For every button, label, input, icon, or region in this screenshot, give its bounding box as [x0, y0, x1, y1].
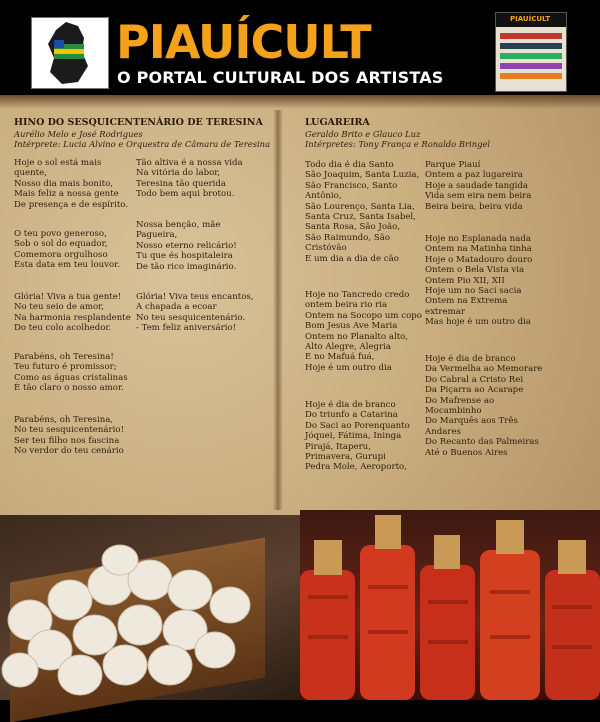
hino-stanza-1: Hoje o sol está mais quente, Nosso dia mais bonito, Mais feliz a nossa gente De presença e de espírito. [14, 158, 129, 210]
song-authors-lugareira: Geraldo Brito e Glauco Luz [305, 129, 421, 139]
hino-stanza-4: Parabéns, oh Teresina! Teu futuro é promissor; Como as águas cristalinas É tão claro o nosso amor. [14, 352, 128, 394]
lugareira-stanza-2: Hoje no Tancredo credo ontem beira rio ria Ontem na Socopo um copo Bom Jesus Ave Maria Ontem no Planalto alto, Alto Alegre, Alegria E no Mafuá fuá, Hoje é um outro dia [305, 290, 422, 373]
lugareira-stanza-3: Hoje é dia de branco Do triunfo a Catarina Do Saci ao Porenquanto Jóquei, Fátima, Ininga Pirajá, Itaperu, Primavera, Gurupi Pedra Mole, Aeroporto, [305, 400, 410, 473]
lugareira-stanza-5: Hoje no Esplanada nada Ontem na Matinha tinha Hoje o Matadouro douro Ontem o Bela Vista via Ontem Pio XII, XII Hoje um no Saci sacia Ontem na Extrema extremar Mas hoje é um outro dia [425, 234, 533, 328]
garlic-bulbs-image [0, 530, 300, 700]
hino-stanza-7: Nossa benção, mãe Pagueira, Nosso eterno relicário! Tu que és hospitaleira De tão rico imaginário. [136, 220, 237, 272]
cover-thumbnail[interactable] [495, 12, 567, 92]
hino-stanza-6: Tão altiva é a nossa vida Na vitória do labor, Teresina tão querida Todo bem aqui brotou. [136, 158, 243, 200]
hino-stanza-5: Parabéns, oh Teresina, No teu sesquicentenário! Ser teu filho nos fascina No verdor do teu cenário [14, 415, 125, 457]
song-title-hino: HINO DO SESQUICENTENÁRIO DE TERESINA [14, 117, 263, 128]
hino-stanza-3: Glória! Viva a tua gente! No teu seio de amor, Na harmonia resplandente Do teu colo acolhedor. [14, 292, 131, 334]
song-performers-hino: Intérprete: Lucia Alvino e Orquestra de Câmara de Teresina [14, 139, 271, 149]
pepper-bottles-image [300, 515, 600, 700]
hino-stanza-8: Glória! Viva teus encantos, A chapada a ecoar No teu sesquicentenário. - Tem feliz aniversário! [136, 292, 254, 334]
lugareira-stanza-1: Todo dia é dia Santo São Joaquim, Santa Luzia, São Francisco, Santo Antônio, São Lourenço, Santa Lia, Santa Cruz, Santa Isabel, Santa Rosa, São João, São Raimundo, São Cristóvão E um dia a dia de cão [305, 160, 420, 264]
song-title-lugareira: LUGAREIRA [305, 117, 370, 128]
piaui-flag-map-icon [32, 18, 108, 88]
site-tagline: O PORTAL CULTURAL DOS ARTISTAS [117, 68, 444, 87]
brand-cult: CULT [250, 15, 371, 69]
song-performers-lugareira: Intérpretes: Tony França e Ronaldo Bringel [305, 139, 491, 149]
piaui-map-logo[interactable] [31, 17, 109, 89]
page-fold [273, 110, 283, 510]
lugareira-stanza-4: Parque Piauí Ontem a paz lugareira Hoje a saudade tangida Vida sem eira nem beira Beira beira, beira vida [425, 160, 532, 212]
magazine-cover-icon [496, 13, 566, 91]
lugareira-stanza-6: Hoje é dia de branco Da Vermelha ao Memorare Do Cabral a Cristo Rei Da Piçarra ao Acarape Do Mafrense ao Mocambinho Do Marquês aos Três Andares Do Recanto das Palmeiras Até o Buenos Aires [425, 354, 543, 458]
song-authors-hino: Aurélio Melo e José Rodrigues [14, 129, 143, 139]
thumb-label: PIAUÍCULT [510, 15, 551, 23]
paper-edge [0, 95, 600, 109]
hino-stanza-2: O teu povo generoso, Sob o sol do equador, Comemora orgulhoso Esta data em teu louvor. [14, 229, 121, 271]
brand-piaui: PIAUÍ [116, 15, 251, 69]
site-brand[interactable] [116, 15, 371, 69]
